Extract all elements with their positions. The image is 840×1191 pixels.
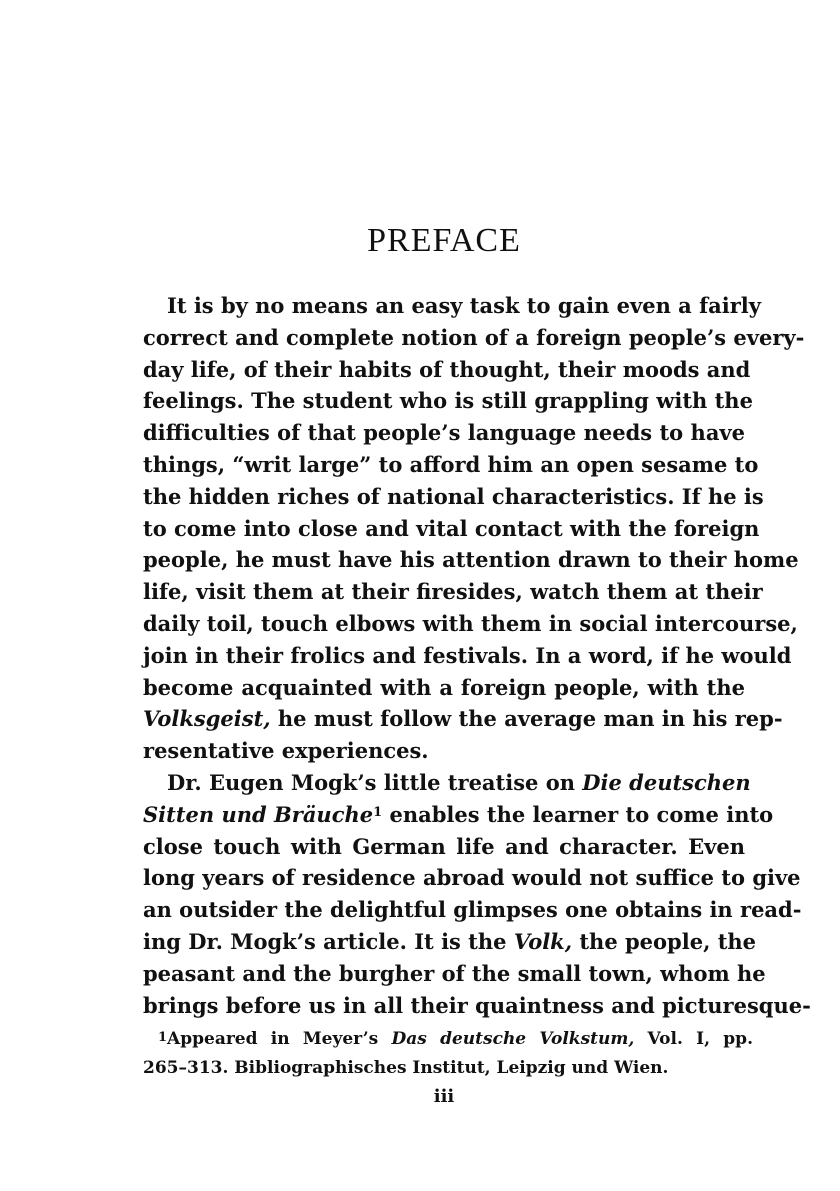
- text-line: [143, 703, 783, 735]
- text-line: long years of residence abroad would not suffice to give: [143, 865, 801, 891]
- text-line: to come into close and vital contact with the foreign: [143, 515, 760, 541]
- text-line: the hidden riches of national characteristics. If he is: [143, 483, 764, 509]
- italic-title: Das deutsche Volkstum,: [391, 1029, 635, 1049]
- text-line: life, visit them at their firesides, watch them at their: [143, 579, 763, 605]
- text-line: close touch with German life and character. Even: [143, 833, 745, 859]
- text-run: the people, the: [572, 928, 757, 954]
- text-line: join in their frolics and festivals. In a word, if he would: [143, 642, 792, 668]
- text-line: people, he must have his attention drawn to their home: [143, 547, 799, 573]
- text-line: things, “writ large” to afford him an open sesame to: [143, 451, 759, 477]
- italic-term: Volksgeist,: [143, 706, 271, 732]
- footnote-line: 265–313. Bibliographisches Institut, Leipzig und Wien.: [143, 1058, 669, 1078]
- footnote: [143, 1025, 753, 1083]
- text-run: enables the learner to come into: [382, 801, 774, 827]
- text-line: [143, 799, 774, 831]
- italic-title: Die deutschen: [582, 769, 751, 795]
- text-line: difficulties of that people’s language needs to have: [143, 420, 745, 446]
- text-run: Vol. I, pp.: [634, 1029, 753, 1049]
- page-number: iii: [433, 1086, 455, 1107]
- italic-title: Sitten und Bräuche: [143, 801, 374, 827]
- text-line: brings before us in all their quaintness and picturesque-: [143, 992, 811, 1018]
- text-line: It is by no means an easy task to gain even a fairly: [167, 293, 761, 318]
- text-line: an outsider the delightful glimpses one obtains in read-: [143, 897, 802, 923]
- footnote-marker: 1: [158, 1030, 168, 1045]
- text-line: day life, of their habits of thought, their moods and: [143, 356, 751, 382]
- page-title: PREFACE: [367, 222, 521, 259]
- text-line: daily toil, touch elbows with them in social intercourse,: [143, 610, 798, 636]
- body-text: [143, 290, 811, 1021]
- text-line: [143, 926, 757, 958]
- text-line: [143, 767, 751, 799]
- text-line: feelings. The student who is still grappling with the: [143, 388, 753, 414]
- text-run: Appeared in Meyer’s: [167, 1029, 392, 1049]
- footnote-marker: 1: [373, 804, 383, 820]
- text-line: resentative experiences.: [143, 738, 429, 764]
- text-run: ing Dr. Mogk’s article. It is the: [143, 928, 514, 954]
- text-run: he must follow the average man in his rep-: [270, 706, 783, 732]
- text-line: become acquainted with a foreign people, with the: [143, 674, 745, 700]
- text-run: Dr. Eugen Mogk’s little treatise on: [167, 769, 583, 795]
- footnote-line: [143, 1025, 753, 1054]
- italic-term: Volk,: [513, 928, 573, 954]
- text-line: correct and complete notion of a foreign people’s every-: [143, 324, 805, 350]
- text-line: peasant and the burgher of the small town, whom he: [143, 960, 766, 986]
